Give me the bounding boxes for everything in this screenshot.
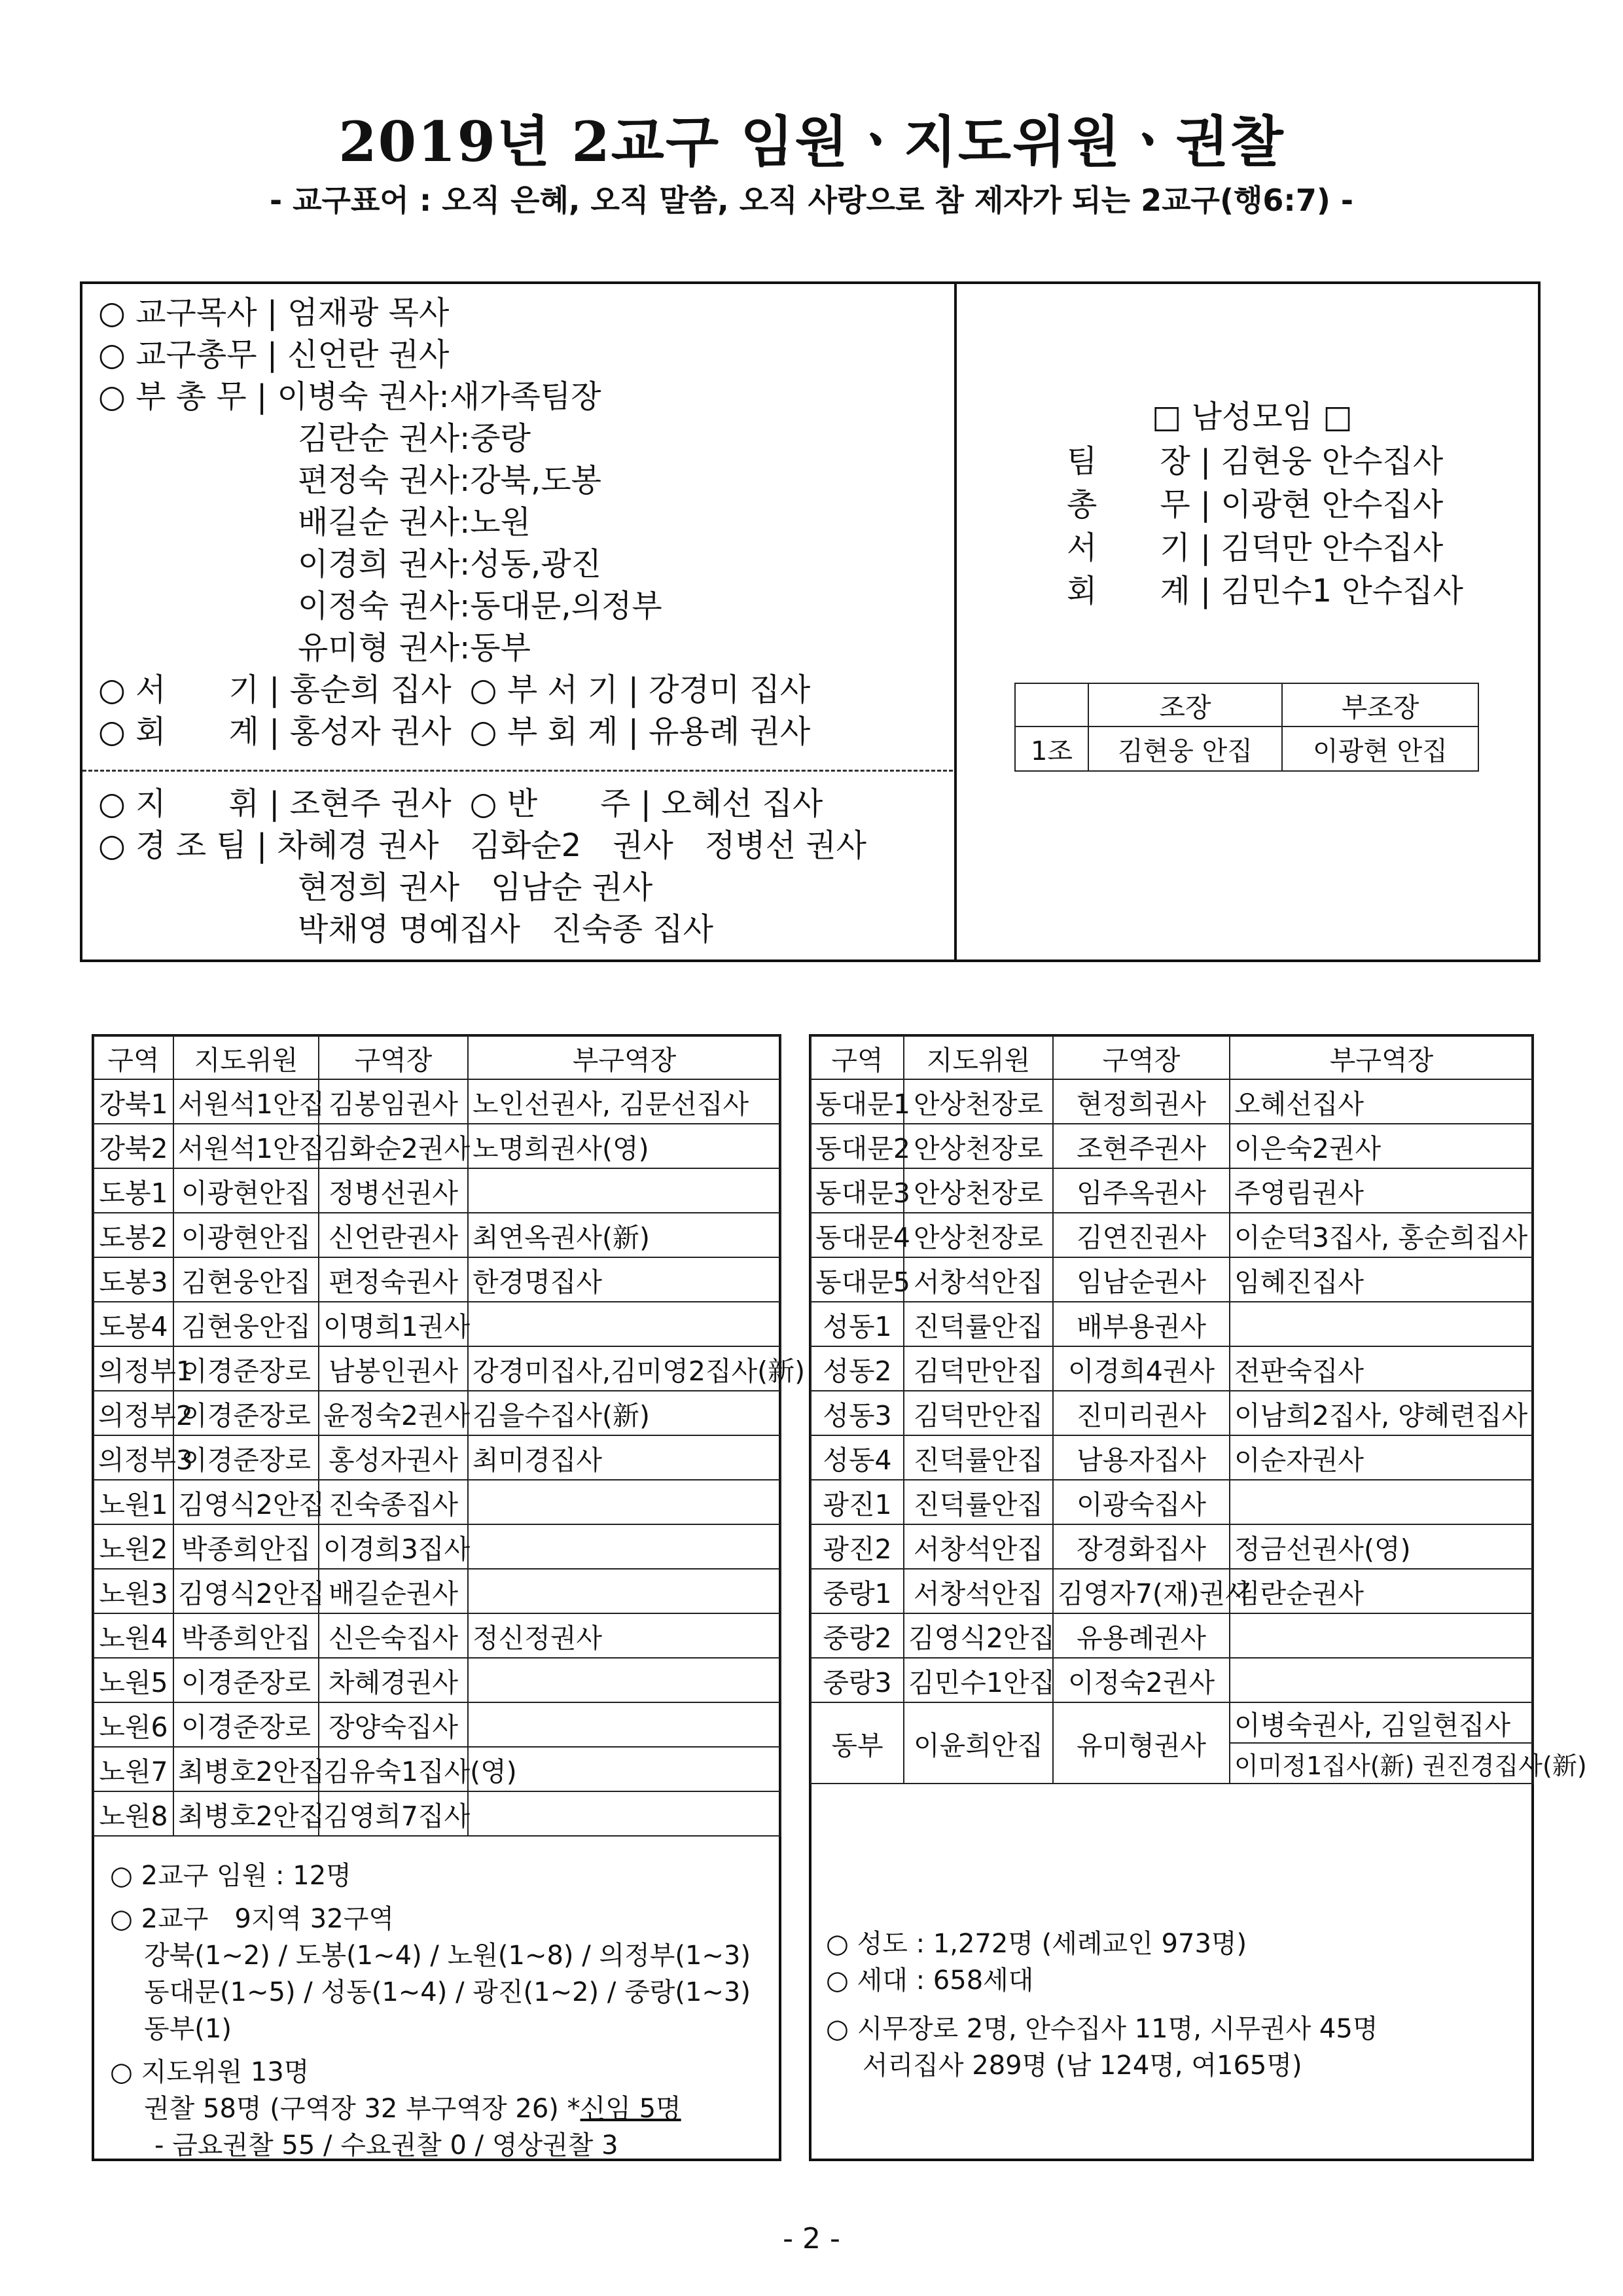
note-line: 서리집사 289명 (남 124명, 여165명): [863, 2051, 1302, 2081]
note-line: 동대문(1~5) / 성동(1~4) / 광진(1~2) / 중랑(1~3): [144, 1977, 751, 2007]
table-cell: 배부용권사: [1053, 1302, 1230, 1346]
table-cell: 이병숙권사, 김일현집사: [1230, 1702, 1533, 1743]
table-cell: 동대문5: [811, 1257, 904, 1302]
table-cell: 이미정1집사(新) 권진경집사(新): [1230, 1743, 1533, 1784]
officers-list: [98, 292, 810, 753]
column-header: [1015, 683, 1088, 726]
table-cell: 노원4: [94, 1613, 173, 1658]
role-title: 회 계: [1067, 573, 1190, 609]
table-row: [94, 1658, 781, 1702]
table-cell: 광진1: [811, 1480, 904, 1524]
table-cell: 성동1: [811, 1302, 904, 1346]
table-cell: 노명희권사(영): [468, 1124, 781, 1168]
officer-line: 편정숙 권사:강북,도봉: [298, 462, 602, 499]
table-row: [811, 1480, 1533, 1524]
conductor: ○ 지 휘 | 조현주 권사: [98, 785, 452, 822]
officer-line: ○ 경 조 팀 | 차혜경 권사 김화순2 권사 정병선 권사: [98, 827, 867, 864]
table-row: [811, 1613, 1533, 1658]
note-line: 강북(1~2) / 도봉(1~4) / 노원(1~8) / 의정부(1~3): [144, 1941, 751, 1971]
table-cell: 동대문3: [811, 1168, 904, 1213]
table-row: [811, 1213, 1533, 1257]
note-line: ○ 2교구 9지역 32구역: [110, 1904, 394, 1934]
table-row: [811, 1124, 1533, 1168]
table-row: [811, 1079, 1533, 1124]
table-cell: 노원8: [94, 1791, 173, 1836]
table-cell: 김을수집사(新): [468, 1391, 781, 1435]
table-cell: [1230, 1613, 1533, 1658]
table-cell: 조현주권사: [1053, 1124, 1230, 1168]
table-row: [94, 1747, 781, 1791]
role-name: | 김민수1 안수집사: [1200, 573, 1463, 609]
page-subtitle: - 교구표어 : 오직 은혜, 오직 말씀, 오직 사랑으로 참 제자가 되는 2교구(행6:7) -: [270, 183, 1353, 218]
table-cell: 이정숙2권사: [1053, 1658, 1230, 1702]
table-cell: 도봉2: [94, 1213, 173, 1257]
column-header: 지도위원: [904, 1036, 1053, 1079]
column-header: 부구역장: [1230, 1036, 1533, 1079]
note-line: - 금요권찰 55 / 수요권찰 0 / 영상권찰 3: [154, 2130, 618, 2161]
table-cell: [1230, 1658, 1533, 1702]
table-cell: 노원2: [94, 1524, 173, 1569]
table-cell: 이경준장로: [173, 1435, 319, 1480]
table-cell: 주영림권사: [1230, 1168, 1533, 1213]
table-cell: [468, 1480, 781, 1524]
table-cell: 노원3: [94, 1569, 173, 1613]
table-row: [811, 1168, 1533, 1213]
table-header-row: [811, 1036, 1533, 1079]
table-cell: 신언란권사: [319, 1213, 468, 1257]
table-cell: 박종희안집: [173, 1613, 319, 1658]
table-cell: 노인선권사, 김문선집사: [468, 1079, 781, 1124]
new-appointee-note: 신임 5명: [580, 2094, 681, 2124]
assistant-treasurer: ○ 부 회 계 | 유용례 권사: [469, 713, 811, 750]
table-cell: 광진2: [811, 1524, 904, 1569]
table-cell: 이윤희안집: [904, 1702, 1053, 1784]
table-cell: 정금선권사(영): [1230, 1524, 1533, 1569]
table-row: [811, 1569, 1533, 1613]
note-line: 동부(1): [144, 2014, 232, 2044]
table-cell: 유미형권사: [1053, 1702, 1230, 1784]
table-cell: 1조: [1015, 726, 1088, 771]
table-cell: 김현웅안집: [173, 1302, 319, 1346]
table-cell: 진덕률안집: [904, 1480, 1053, 1524]
table-cell: 김유숙1집사(영): [319, 1747, 468, 1791]
table-cell: [468, 1569, 781, 1613]
table-cell: 오혜선집사: [1230, 1079, 1533, 1124]
note-line: ○ 2교구 임원 : 12명: [110, 1861, 351, 1891]
table-cell: 이광숙집사: [1053, 1480, 1230, 1524]
table-cell: 안상천장로: [904, 1213, 1053, 1257]
table-cell: 동부: [811, 1702, 904, 1784]
table-cell: [468, 1702, 781, 1747]
table-cell: 김영식2안집: [904, 1613, 1053, 1658]
officer-line: 이경희 권사:성동,광진: [298, 546, 602, 583]
mens-role-line: [1067, 526, 1463, 569]
table-cell: 이광현안집: [173, 1168, 319, 1213]
officer-line: [98, 669, 810, 711]
table-row: [94, 1702, 781, 1747]
table-cell: [468, 1658, 781, 1702]
table-cell: 노원5: [94, 1658, 173, 1702]
mens-role-line: [1067, 483, 1463, 526]
table-cell: 장양숙집사: [319, 1702, 468, 1747]
table-cell: 도봉1: [94, 1168, 173, 1213]
table-cell: [468, 1791, 781, 1836]
note-line: ○ 성도 : 1,272명 (세례교인 973명): [826, 1929, 1247, 1959]
table-cell: 동대문1: [811, 1079, 904, 1124]
table-cell: 이경희3집사: [319, 1524, 468, 1569]
table-row: [811, 1302, 1533, 1346]
table-cell: 이은숙2권사: [1230, 1124, 1533, 1168]
table-row: [94, 1124, 781, 1168]
table-row: [94, 1524, 781, 1569]
mens-role-line: [1067, 569, 1463, 613]
table-cell: 편정숙권사: [319, 1257, 468, 1302]
mens-group-roles: [1067, 440, 1463, 613]
table-cell: 신은숙집사: [319, 1613, 468, 1658]
mens-group-heading: □ 남성모임 □: [1152, 399, 1353, 435]
table-cell: 배길순권사: [319, 1569, 468, 1613]
table-cell: 현정희권사: [1053, 1079, 1230, 1124]
officer-line: [98, 711, 810, 753]
table-row: [94, 1168, 781, 1213]
table-cell: 최병호2안집: [173, 1791, 319, 1836]
table-row: [811, 1524, 1533, 1569]
table-cell: 이광현 안집: [1282, 726, 1478, 771]
officers-divider: [954, 281, 957, 962]
table-cell: [468, 1524, 781, 1569]
table-cell: [1230, 1302, 1533, 1346]
table-cell: 임남순권사: [1053, 1257, 1230, 1302]
table-cell: 정신정권사: [468, 1613, 781, 1658]
table-cell: 진미리권사: [1053, 1391, 1230, 1435]
right-district-table: [810, 1035, 1587, 1784]
page-number: - 2 -: [783, 2222, 840, 2255]
table-cell: 한경명집사: [468, 1257, 781, 1302]
table-cell: 김민수1안집: [904, 1658, 1053, 1702]
table-cell: 정병선권사: [319, 1168, 468, 1213]
treasurer: ○ 회 계 | 홍성자 권사: [98, 713, 452, 750]
table-row: [94, 1613, 781, 1658]
table-row: [94, 1346, 781, 1391]
role-name: | 김현웅 안수집사: [1200, 443, 1444, 480]
role-title: 팀 장: [1067, 443, 1190, 480]
table-cell: 윤정숙2권사: [319, 1391, 468, 1435]
secretary: ○ 서 기 | 홍순희 집사: [98, 672, 452, 708]
column-header: 부구역장: [468, 1036, 781, 1079]
table-cell: 서창석안집: [904, 1257, 1053, 1302]
table-cell: 이경준장로: [173, 1346, 319, 1391]
table-cell: 남봉인권사: [319, 1346, 468, 1391]
table-cell: 유용례권사: [1053, 1613, 1230, 1658]
table-cell: 의정부1: [94, 1346, 173, 1391]
right-summary-notes: [826, 1926, 1378, 2084]
table-cell: 노원1: [94, 1480, 173, 1524]
officer-line: ○ 교구목사 | 엄재광 목사: [98, 295, 450, 331]
mens-group-table: [1014, 683, 1479, 772]
table-cell: 진덕률안집: [904, 1435, 1053, 1480]
table-cell: [468, 1168, 781, 1213]
table-row: [811, 1658, 1533, 1702]
table-row: [811, 1435, 1533, 1480]
table-cell: 중랑1: [811, 1569, 904, 1613]
table-cell: 성동2: [811, 1346, 904, 1391]
table-cell: 이명희1권사: [319, 1302, 468, 1346]
role-name: | 이광현 안수집사: [1200, 486, 1444, 523]
column-header: 구역: [94, 1036, 173, 1079]
officer-line: ○ 부 총 무 | 이병숙 권사:새가족팀장: [98, 378, 601, 415]
table-cell: 장경화집사: [1053, 1524, 1230, 1569]
accompanist: ○ 반 주 | 오혜선 집사: [469, 785, 823, 822]
table-cell: 최연옥권사(新): [468, 1213, 781, 1257]
left-district-rows: [94, 1079, 806, 1836]
table-cell: 중랑3: [811, 1658, 904, 1702]
table-cell: 안상천장로: [904, 1124, 1053, 1168]
table-cell: 홍성자권사: [319, 1435, 468, 1480]
table-cell: 의정부2: [94, 1391, 173, 1435]
table-row: [94, 1569, 781, 1613]
table-cell: 김화순2권사: [319, 1124, 468, 1168]
table-cell: 최병호2안집: [173, 1747, 319, 1791]
role-title: 서 기: [1067, 529, 1190, 566]
left-district-table: [93, 1035, 806, 1837]
table-cell: 김현웅 안집: [1088, 726, 1282, 771]
note-text: 권찰 58명 (구역장 32 부구역장 26) *: [144, 2094, 580, 2124]
table-row: [94, 1391, 781, 1435]
table-cell: 김영식2안집: [173, 1569, 319, 1613]
table-cell: 임혜진집사: [1230, 1257, 1533, 1302]
table-header-row: [1015, 683, 1478, 726]
table-cell: 이경준장로: [173, 1391, 319, 1435]
table-cell: 박종희안집: [173, 1524, 319, 1569]
column-header: 부조장: [1282, 683, 1478, 726]
officer-line: 박채영 명예집사 진숙종 집사: [298, 911, 713, 948]
table-cell: 도봉3: [94, 1257, 173, 1302]
officer-line: 유미형 권사:동부: [298, 630, 531, 666]
table-row: [94, 1213, 781, 1257]
table-cell: 최미경집사: [468, 1435, 781, 1480]
table-cell: 김영희7집사: [319, 1791, 468, 1836]
table-cell: 안상천장로: [904, 1079, 1053, 1124]
left-summary-notes: [110, 1857, 751, 2164]
table-cell: 이경희4권사: [1053, 1346, 1230, 1391]
table-cell: 노원6: [94, 1702, 173, 1747]
table-cell: 서창석안집: [904, 1569, 1053, 1613]
officers-dashed-divider: [82, 770, 953, 772]
note-line: [110, 2090, 751, 2127]
table-cell: 동대문2: [811, 1124, 904, 1168]
table-cell: 도봉4: [94, 1302, 173, 1346]
table-cell: 강북1: [94, 1079, 173, 1124]
table-row: [811, 1391, 1533, 1435]
column-header: 구역장: [1053, 1036, 1230, 1079]
table-cell: 이경준장로: [173, 1658, 319, 1702]
table-cell: 노원7: [94, 1747, 173, 1791]
mens-role-line: [1067, 440, 1463, 483]
role-name: | 김덕만 안수집사: [1200, 529, 1444, 566]
table-row: [811, 1346, 1533, 1391]
table-cell: 김영식2안집: [173, 1480, 319, 1524]
table-cell: 이순덕3집사, 홍순희집사: [1230, 1213, 1533, 1257]
table-cell: 성동4: [811, 1435, 904, 1480]
table-cell: 이광현안집: [173, 1213, 319, 1257]
table-row: [94, 1302, 781, 1346]
officer-line: 배길순 권사:노원: [298, 504, 531, 541]
table-cell: 김영자7(재)권사: [1053, 1569, 1230, 1613]
column-header: 구역장: [319, 1036, 468, 1079]
table-cell: 서원석1안집: [173, 1079, 319, 1124]
table-cell: 김덕만안집: [904, 1346, 1053, 1391]
table-cell: 김덕만안집: [904, 1391, 1053, 1435]
table-cell: 남용자집사: [1053, 1435, 1230, 1480]
table-row: [94, 1435, 781, 1480]
officer-line: [98, 783, 866, 825]
officer-line: 김란순 권사:중랑: [298, 420, 531, 457]
table-row: [94, 1791, 781, 1836]
table-cell: 전판숙집사: [1230, 1346, 1533, 1391]
table-cell: 김봉임권사: [319, 1079, 468, 1124]
table-cell: 김연진권사: [1053, 1213, 1230, 1257]
officer-line: ○ 교구총무 | 신언란 권사: [98, 336, 450, 373]
table-cell: 임주옥권사: [1053, 1168, 1230, 1213]
table-cell: 이경준장로: [173, 1702, 319, 1747]
table-cell: 진덕률안집: [904, 1302, 1053, 1346]
table-cell: [468, 1302, 781, 1346]
table-cell: 김현웅안집: [173, 1257, 319, 1302]
table-cell: 진숙종집사: [319, 1480, 468, 1524]
column-header: 지도위원: [173, 1036, 319, 1079]
table-cell: 서원석1안집: [173, 1124, 319, 1168]
table-cell: 이순자권사: [1230, 1435, 1533, 1480]
table-cell: 동대문4: [811, 1213, 904, 1257]
table-cell: [1230, 1480, 1533, 1524]
table-cell: 안상천장로: [904, 1168, 1053, 1213]
officer-line: 현정희 권사 임남순 권사: [298, 869, 653, 906]
table-cell: 서창석안집: [904, 1524, 1053, 1569]
table-cell: 중랑2: [811, 1613, 904, 1658]
table-row: [94, 1079, 781, 1124]
table-cell: 성동3: [811, 1391, 904, 1435]
dongbu-rows: [811, 1702, 1587, 1784]
table-row: [94, 1257, 781, 1302]
note-line: ○ 지도위원 13명: [110, 2057, 310, 2087]
assistant-secretary: ○ 부 서 기 | 강경미 집사: [469, 672, 811, 708]
table-row: [811, 1257, 1533, 1302]
note-line: ○ 세대 : 658세대: [826, 1965, 1034, 1996]
table-cell: 김란순권사: [1230, 1569, 1533, 1613]
table-cell: 강북2: [94, 1124, 173, 1168]
officer-line: 이정숙 권사:동대문,의정부: [298, 588, 662, 624]
table-header-row: [94, 1036, 781, 1079]
table-row: [811, 1702, 1533, 1743]
table-cell: 차혜경권사: [319, 1658, 468, 1702]
music-and-events-list: [98, 783, 866, 950]
role-title: 총 무: [1067, 486, 1190, 523]
table-row: [1015, 726, 1478, 771]
column-header: 구역: [811, 1036, 904, 1079]
table-cell: 강경미집사,김미영2집사(新): [468, 1346, 781, 1391]
note-line: ○ 시무장로 2명, 안수집사 11명, 시무권사 45명: [826, 2014, 1378, 2044]
table-cell: 이남희2집사, 양혜련집사: [1230, 1391, 1533, 1435]
table-row: [94, 1480, 781, 1524]
right-district-rows: [811, 1079, 1533, 1702]
table-cell: 의정부3: [94, 1435, 173, 1480]
column-header: 조장: [1088, 683, 1282, 726]
page-title: 2019년 2교구 임원ㆍ지도위원ㆍ권찰: [338, 109, 1285, 174]
